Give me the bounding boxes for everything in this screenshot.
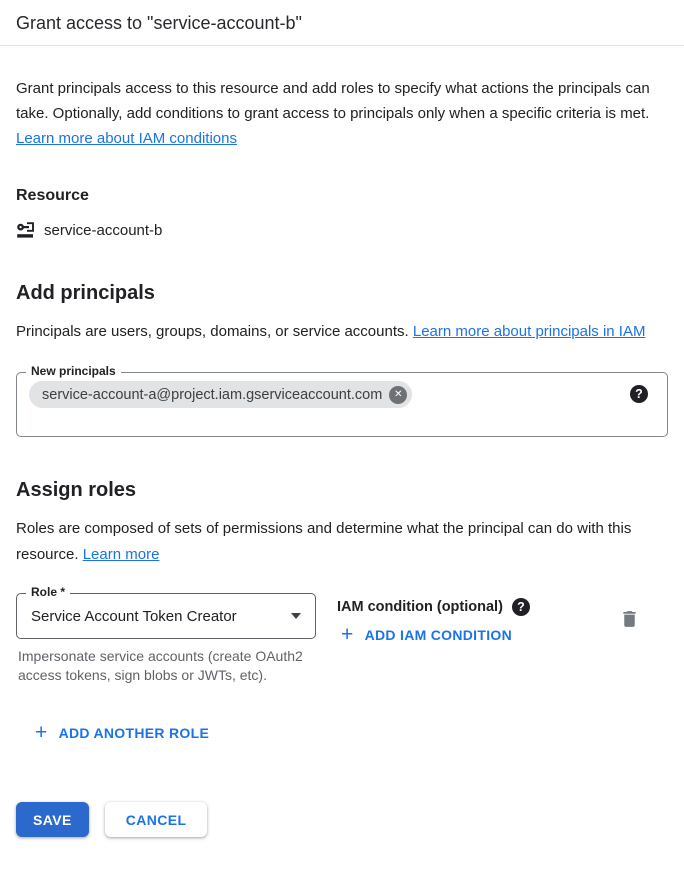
principal-chip — [29, 381, 412, 408]
plus-icon: + — [35, 721, 48, 744]
add-iam-condition-button[interactable] — [341, 623, 513, 646]
dialog-title: Grant access to "service-account-b" — [16, 13, 302, 33]
add-another-role-button[interactable] — [35, 721, 210, 744]
iam-condition-label: IAM condition (optional) — [337, 599, 503, 615]
delete-icon — [619, 608, 640, 630]
add-iam-condition-label: ADD IAM CONDITION — [364, 627, 513, 643]
iam-conditions-learn-more-link[interactable]: Learn more about IAM conditions — [16, 130, 237, 147]
new-principals-input[interactable] — [16, 364, 668, 437]
intro-text — [16, 76, 666, 151]
new-principals-label: New principals — [26, 364, 121, 378]
chip-remove-icon[interactable]: ✕ — [389, 386, 407, 404]
cancel-button[interactable]: CANCEL — [105, 802, 208, 837]
role-select-label: Role * — [26, 585, 70, 599]
plus-icon: + — [341, 623, 354, 646]
role-select[interactable] — [16, 585, 316, 639]
iam-condition-column — [337, 593, 607, 646]
intro-description: Grant principals access to this resource and add roles to specify what actions the principals can take. Optionally, add conditions to grant access to principals only when a specific criteria is met. — [16, 80, 650, 122]
service-account-icon — [16, 221, 35, 240]
dialog-body — [0, 76, 684, 744]
role-helper-text: Impersonate service accounts (create OAuth2 access tokens, sign blobs or JWTs, etc). — [18, 648, 303, 683]
assign-roles-heading: Assign roles — [16, 479, 137, 501]
save-button[interactable]: SAVE — [16, 802, 89, 837]
add-principals-heading: Add principals — [16, 282, 155, 304]
role-selected-value: Service Account Token Creator — [31, 607, 237, 625]
role-column — [16, 585, 316, 685]
principals-learn-more-link[interactable]: Learn more about principals in IAM — [412, 323, 646, 340]
delete-role-button[interactable] — [619, 608, 640, 630]
delete-role-column — [619, 608, 640, 635]
role-assignment-row — [16, 585, 668, 685]
dialog-header — [0, 0, 684, 46]
principal-chip-value: service-account-a@project.iam.gserviceaccount.com — [42, 386, 383, 403]
resource-name: service-account-b — [44, 222, 163, 239]
resource-row — [16, 221, 668, 240]
dialog-footer — [0, 802, 684, 837]
roles-description-text: Roles are composed of sets of permissions and determine what the principal can do with this resource. — [16, 520, 632, 563]
add-principals-description — [16, 319, 666, 345]
iam-condition-help-icon[interactable]: ? — [512, 598, 530, 616]
roles-learn-more-link[interactable]: Learn more — [82, 546, 160, 563]
add-another-role-label: ADD ANOTHER ROLE — [58, 725, 210, 741]
principals-help-icon[interactable]: ? — [630, 385, 648, 403]
resource-heading: Resource — [16, 187, 89, 204]
dropdown-arrow-icon — [291, 613, 301, 619]
assign-roles-description — [16, 516, 666, 568]
principals-description-text: Principals are users, groups, domains, or service accounts. — [16, 323, 409, 340]
